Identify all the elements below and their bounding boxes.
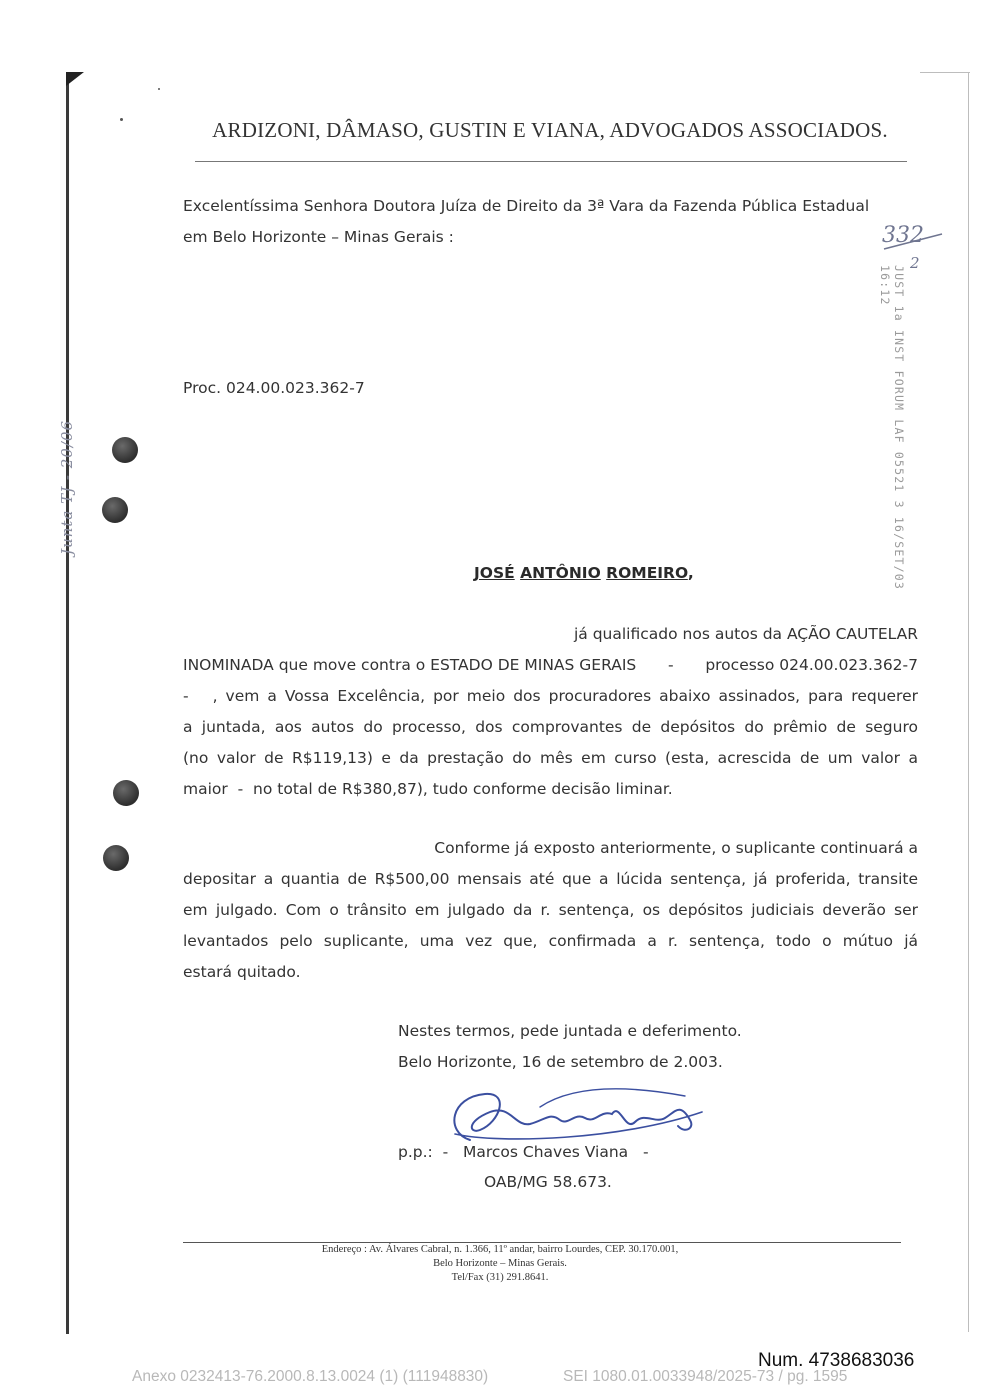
sei-reference: SEI 1080.01.0033948/2025-73 / pg. 1595 <box>563 1368 848 1385</box>
paragraph-line-part: INOMINADA que move contra o ESTADO DE MINAS GERAIS <box>183 656 637 674</box>
party-name <box>474 558 694 589</box>
paragraph-line: já qualificado nos autos da AÇÃO CAUTELAR <box>573 625 918 643</box>
paragraph-line: - , vem a Vossa Excelência, por meio dos procuradores abaixo assinados, para requerer <box>183 687 918 705</box>
paragraph-line: estará quitado. <box>183 963 301 981</box>
scan-edge-right <box>968 72 969 1332</box>
court-receipt-stamp <box>878 265 904 615</box>
paragraph-line: em julgado. Com o trânsito em julgado da r. sentença, os depósitos judiciais deverão ser <box>183 901 918 919</box>
paragraph-line: maior - no total de R$380,87), tudo conforme decisão liminar. <box>183 780 673 798</box>
punch-hole <box>113 780 139 806</box>
document-number: Num. 4738683036 <box>758 1350 915 1371</box>
punch-hole <box>112 437 138 463</box>
paragraph-line-part: - <box>667 656 674 674</box>
party-last-name: ROMEIRO <box>606 564 688 582</box>
firm-letterhead: ARDIZONI, DÂMASO, GUSTIN E VIANA, ADVOGADOS ASSOCIADOS. <box>212 118 888 142</box>
closing-block <box>398 1016 742 1078</box>
addressee <box>183 191 918 253</box>
closing-line: Nestes termos, pede juntada e deferimento. <box>398 1022 742 1040</box>
court-stamp-text: JUST 1a INST FORUM LAF 05521 3 16/SET/03 16:12 <box>878 265 906 590</box>
scan-corner-mark <box>66 72 84 86</box>
paragraph-line: Conforme já exposto anteriormente, o suplicante continuará a <box>434 839 918 857</box>
petition-paragraph-2 <box>183 833 918 988</box>
paragraph-line <box>183 650 918 681</box>
addressee-line: em Belo Horizonte – Minas Gerais : <box>183 228 454 246</box>
page-number-sub: 2 <box>910 254 920 272</box>
letterhead-rule <box>195 161 907 162</box>
punch-hole <box>102 497 128 523</box>
scan-edge-top <box>920 72 970 73</box>
signatory-name: Marcos Chaves Viana <box>462 1143 629 1161</box>
process-number: Proc. 024.00.023.362-7 <box>183 379 365 397</box>
paragraph-line: a juntada, aos autos do processo, dos comprovantes de depósitos do prêmio de seguro <box>183 718 918 736</box>
paragraph-line: (no valor de R$119,13) e da prestação do mês em curso (esta, acrescida de um valor a <box>183 749 918 767</box>
footer-phone: Tel/Fax (31) 291.8641. <box>451 1272 549 1283</box>
closing-date: Belo Horizonte, 16 de setembro de 2.003. <box>398 1053 723 1071</box>
party-name-comma: , <box>687 564 694 582</box>
annex-reference: Anexo 0232413-76.2000.8.13.0024 (1) (111948830) <box>132 1368 489 1385</box>
party-middle-name: ANTÔNIO <box>520 564 601 582</box>
footer-address: Endereço : Av. Álvares Cabral, n. 1.366, 11º andar, bairro Lourdes, CEP. 30.170.001, <box>321 1244 679 1255</box>
signature-flourish <box>540 1089 685 1107</box>
signature-line <box>398 1137 649 1168</box>
footer-city: Belo Horizonte – Minas Gerais. <box>433 1258 567 1269</box>
letterhead-footer <box>180 1243 820 1285</box>
party-first-name: JOSÉ <box>474 564 515 582</box>
punch-hole <box>103 845 129 871</box>
signature-stroke <box>454 1094 691 1140</box>
addressee-line: Excelentíssima Senhora Doutora Juíza de Direito da 3ª Vara da Fazenda Pública Estadual <box>183 197 870 215</box>
bar-registration: OAB/MG 58.673. <box>484 1173 612 1191</box>
handwritten-margin-note <box>58 420 108 640</box>
signature-prefix: p.p.: - <box>398 1143 449 1161</box>
margin-note-text: Junta TJ - 20/06 <box>58 420 76 555</box>
page-number-text: 332 <box>882 223 924 248</box>
scan-edge-left <box>66 72 69 1334</box>
paragraph-line: depositar a quantia de R$500,00 mensais até que a lúcida sentença, já proferida, transite <box>183 870 918 888</box>
petition-paragraph-1 <box>183 619 918 805</box>
scan-speck <box>158 88 160 90</box>
paragraph-line-part: processo 024.00.023.362-7 <box>705 656 918 674</box>
paragraph-line: levantados pelo suplicante, uma vez que, confirmada a r. sentença, todo o mútuo já <box>183 932 918 950</box>
signature-suffix: - <box>642 1143 649 1161</box>
